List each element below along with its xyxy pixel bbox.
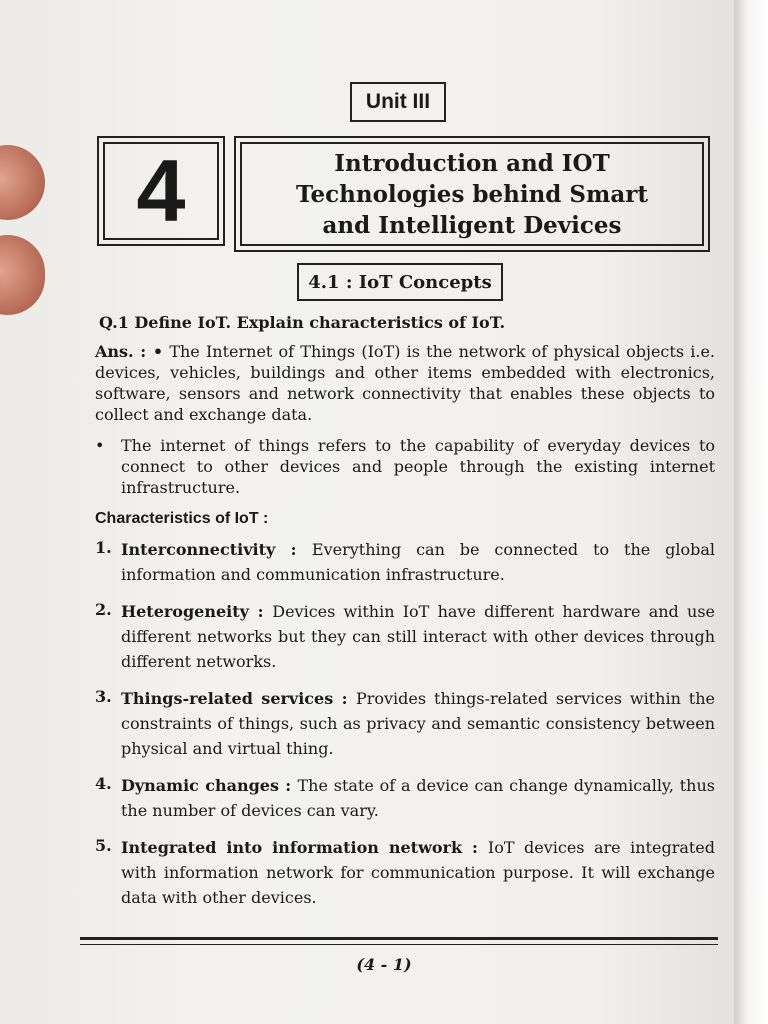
chapter-title-box [234, 136, 710, 252]
footer-rule-thin [80, 944, 718, 945]
list-item-number: 4. [95, 774, 112, 793]
list-item-text: Provides things-related services within the constraints of things, such as privacy and semantic consistency between physical and virtual thing. [121, 689, 716, 758]
list-item-text: IoT devices are integrated with information network for communication purpose. It will exchange data with other devices. [121, 838, 716, 907]
page-edge [734, 0, 768, 1024]
list-item-number: 2. [95, 600, 112, 619]
list-item-body [121, 537, 715, 587]
list-item-sep: : [462, 838, 488, 857]
unit-label-box [350, 82, 446, 122]
list-item-body [121, 686, 715, 761]
list-item-term: Dynamic changes [121, 776, 279, 795]
chapter-number-box [97, 136, 225, 246]
list-item-term: Interconnectivity [121, 540, 276, 559]
list-item-text: The state of a device can change dynamically, thus the number of devices can vary. [121, 776, 715, 820]
answer-prefix: Ans. : • [95, 342, 164, 361]
chapter-title-line-2: Technologies behind Smart [296, 180, 648, 208]
page-number: (4 - 1) [356, 955, 412, 974]
answer-paragraph [95, 341, 715, 425]
list-item-sep: : [248, 602, 273, 621]
chapter-title-inner [240, 142, 704, 246]
list-item [95, 835, 715, 910]
footer-rule-thick [80, 937, 718, 940]
list-item-number: 5. [95, 836, 112, 855]
list-item-body [121, 835, 715, 910]
list-item-number: 3. [95, 687, 112, 706]
list-item-text: Devices within IoT have different hardware and use different networks but they can still interact with other devices through different networks. [121, 602, 716, 671]
chapter-title-line-1: Introduction and IOT [334, 149, 610, 177]
list-item-sep: : [278, 776, 298, 795]
list-item-sep: : [333, 689, 356, 708]
list-item-sep: : [275, 540, 312, 559]
list-item-body [121, 773, 715, 823]
page-content [95, 312, 715, 922]
chapter-title-line-3: and Intelligent Devices [322, 211, 622, 239]
bullet-paragraph [95, 435, 715, 498]
list-item [95, 686, 715, 761]
chapter-number-inner [103, 142, 219, 240]
unit-label: Unit III [365, 90, 431, 113]
list-item-term: Things-related services [121, 689, 334, 708]
bullet-text: The internet of things refers to the capability of everyday devices to connect to other devices and people through the existing internet infrastructure. [121, 436, 715, 497]
characteristics-heading: Characteristics of IoT : [95, 510, 269, 527]
list-item-term: Heterogeneity [121, 602, 249, 621]
question: Q.1 Define IoT. Explain characteristics of IoT. [99, 313, 506, 332]
section-heading-box [297, 263, 503, 301]
list-item-term: Integrated into information network [121, 838, 463, 857]
list-item [95, 773, 715, 823]
list-item [95, 537, 715, 587]
list-item-text: Everything can be connected to the global information and communication infrastructure. [121, 540, 716, 584]
list-item-number: 1. [95, 538, 112, 557]
section-heading: 4.1 : IoT Concepts [308, 271, 492, 293]
list-item-body [121, 599, 715, 674]
answer-text: The Internet of Things (IoT) is the network of physical objects i.e. devices, vehicles, buildings and other items embedded with electronics, software, sensors and network connectivity that enables these objects to collect and exchange data. [95, 342, 715, 424]
bullet-icon: • [95, 436, 105, 455]
chapter-number: 4 [136, 141, 186, 240]
list-item [95, 599, 715, 674]
